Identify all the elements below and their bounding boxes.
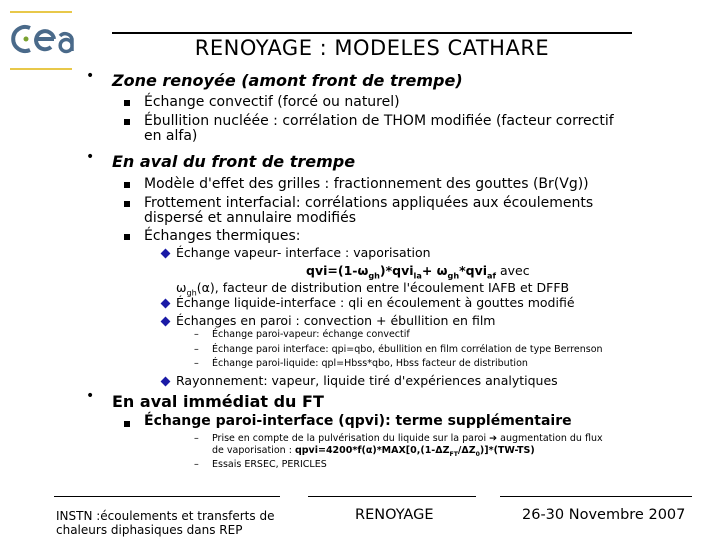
section1-heading: Zone renoyée (amont front de trempe) — [112, 71, 463, 90]
section1-item1-bullet — [124, 100, 130, 106]
qpvi-sub2: 0 — [475, 450, 480, 458]
qvi-part1: qvi=(1-ω — [306, 263, 369, 278]
vapor-interface-text: Échange vapeur- interface : vaporisation — [176, 245, 431, 260]
qvi-sub4: af — [487, 270, 497, 281]
section3-detail-1 — [212, 433, 603, 444]
wall-exchange-text: Échanges en paroi : convection + ébullition en film — [176, 313, 496, 328]
section3-heading: En aval immédiat du FT — [112, 392, 324, 411]
qvi-sub1: gh — [368, 270, 380, 281]
section1-bullet: • — [86, 68, 95, 84]
footer-left-line1: INSTN :écoulements et transferts de — [56, 509, 275, 523]
section3-item-bullet — [124, 421, 130, 427]
section1-item2-bullet — [124, 119, 130, 125]
wall-exchange-bullet — [161, 317, 171, 327]
qvi-part4: *qvi — [459, 263, 488, 278]
wall-detail-2: Échange paroi interface: qpi=qbo, ébullition en film corrélation de type Berrenson — [212, 344, 603, 355]
footer-date: 26-30 Novembre 2007 — [522, 507, 686, 523]
wall-detail-1: Échange paroi-vapeur: échange convectif — [212, 329, 410, 340]
section2-item1: Modèle d'effet des grilles : fractionnement des gouttes (Br(Vg)) — [144, 176, 589, 192]
qvi-sub2: la — [413, 270, 422, 281]
qpvi-sub1: FT — [449, 450, 458, 458]
liquid-interface-text: Échange liquide-interface : qli en écoulement à gouttes modifié — [176, 295, 575, 310]
section2-item1-bullet — [124, 182, 130, 188]
cea-logo — [10, 22, 74, 56]
omega-symbol: ω — [176, 280, 187, 295]
page-title: RENOYAGE : MODELES CATHARE — [194, 36, 550, 60]
section2-item2: Frottement interfacial: corrélations appliquées aux écoulements — [144, 195, 594, 211]
section1-item2: Ébullition nucléée : corrélation de THOM modifiée (facteur correctif — [144, 113, 614, 129]
radiation-bullet — [161, 377, 171, 387]
wall-detail-2-dash: – — [194, 344, 199, 355]
qvi-suffix: avec — [496, 263, 530, 278]
title-rule — [112, 32, 632, 34]
footer-center: RENOYAGE — [355, 507, 434, 523]
section3-bullet: • — [86, 388, 95, 404]
qvi-part2: )*qvi — [379, 263, 414, 278]
wall-detail-3-dash: – — [194, 358, 199, 369]
section2-bullet: • — [86, 149, 95, 165]
section3-item: Échange paroi-interface (qpvi): terme supplémentaire — [144, 413, 572, 429]
spray-text: Prise en compte de la pulvérisation du liquide sur la paroi — [212, 433, 487, 444]
omega-sub: gh — [186, 287, 197, 298]
vaporisation-prefix: de vaporisation : — [212, 445, 295, 456]
footer-rule-left — [54, 496, 280, 497]
section2-item3: Échanges thermiques: — [144, 228, 301, 244]
liquid-interface-bullet — [161, 299, 171, 309]
qpvi-formula-a: qpvi=4200*f(α)*MAX[0,(1-ΔZ — [294, 445, 450, 456]
qvi-part3: + ω — [421, 263, 448, 278]
footer-rule-right — [500, 496, 692, 497]
section2-heading: En aval du front de trempe — [112, 152, 356, 171]
decorative-line-bottom — [10, 68, 72, 70]
wall-detail-3: Échange paroi-liquide: qpl=Hbss*qbo, Hbss facteur de distribution — [212, 358, 528, 369]
section2-item2-bullet — [124, 201, 130, 207]
arrow-right-icon: ➔ — [489, 433, 498, 444]
radiation-text: Rayonnement: vapeur, liquide tiré d'expériences analytiques — [176, 373, 558, 388]
footer-rule-center — [308, 496, 476, 497]
section3-detail-2-dash: – — [194, 459, 199, 470]
section3-detail-2: Essais ERSEC, PERICLES — [212, 459, 327, 470]
qpvi-formula-b: /ΔZ — [457, 445, 476, 456]
footer-left-line2: chaleurs diphasiques dans REP — [56, 523, 243, 537]
section1-item1: Échange convectif (forcé ou naturel) — [144, 94, 400, 110]
qvi-sub3: gh — [447, 270, 460, 281]
decorative-line-top — [10, 11, 72, 13]
section1-item2-cont: en alfa) — [144, 128, 198, 144]
section2-item2-cont: dispersé et annulaire modifiés — [144, 210, 357, 226]
omega-rest: (α), facteur de distribution entre l'écoulement IAFB et DFFB — [196, 280, 570, 295]
section3-detail-1-dash: – — [194, 433, 199, 444]
vapor-interface-bullet — [161, 249, 171, 259]
section3-detail-1-cont — [212, 445, 535, 460]
qpvi-formula-c: )]*(TW-TS) — [479, 445, 535, 456]
spray-text-end: augmentation du flux — [497, 433, 603, 444]
wall-detail-1-dash: – — [194, 329, 199, 340]
section2-item3-bullet — [124, 234, 130, 240]
